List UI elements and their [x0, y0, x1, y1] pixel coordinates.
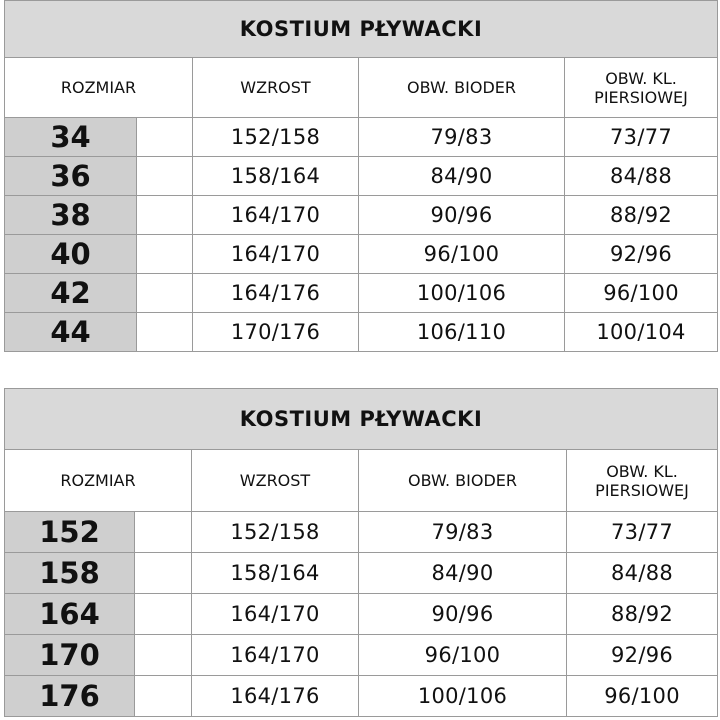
header-hips: OBW. BIODER — [359, 450, 567, 512]
hips-cell: 79/83 — [359, 512, 567, 553]
header-chest-line2: PIERSIOWEJ — [595, 480, 689, 500]
spacer-cell — [137, 235, 193, 274]
chest-cell: 73/77 — [567, 512, 718, 553]
hips-cell: 96/100 — [359, 235, 565, 274]
size-cell: 44 — [5, 313, 137, 352]
size-cell: 34 — [5, 118, 137, 157]
hips-cell: 106/110 — [359, 313, 565, 352]
hips-cell: 96/100 — [359, 635, 567, 676]
spacer-cell — [137, 274, 193, 313]
height-cell: 152/158 — [192, 512, 359, 553]
chest-cell: 96/100 — [565, 274, 718, 313]
header-chest-line2: PIERSIOWEJ — [594, 87, 688, 107]
table-row — [5, 235, 718, 274]
table-row — [5, 512, 718, 553]
size-cell: 42 — [5, 274, 137, 313]
height-cell: 164/170 — [192, 594, 359, 635]
spacer-cell — [137, 196, 193, 235]
table-row — [5, 676, 718, 717]
chest-cell: 84/88 — [567, 553, 718, 594]
size-table-kids — [4, 388, 718, 717]
height-cell: 152/158 — [193, 118, 359, 157]
spacer-cell — [137, 313, 193, 352]
spacer-cell — [137, 157, 193, 196]
chest-cell: 88/92 — [565, 196, 718, 235]
header-chest — [565, 58, 718, 118]
table-row — [5, 553, 718, 594]
size-cell: 164 — [5, 594, 135, 635]
spacer-cell — [135, 676, 192, 717]
table-gap — [0, 358, 720, 388]
height-cell: 158/164 — [193, 157, 359, 196]
header-chest-line1: OBW. KL. — [606, 461, 678, 481]
table-title: KOSTIUM PŁYWACKI — [5, 1, 718, 58]
header-height: WZROST — [192, 450, 359, 512]
spacer-cell — [135, 553, 192, 594]
chest-cell: 92/96 — [565, 235, 718, 274]
table-row — [5, 157, 718, 196]
header-row — [5, 450, 718, 512]
header-height: WZROST — [193, 58, 359, 118]
height-cell: 164/170 — [193, 235, 359, 274]
table-row — [5, 313, 718, 352]
hips-cell: 100/106 — [359, 274, 565, 313]
size-cell: 170 — [5, 635, 135, 676]
hips-cell: 84/90 — [359, 157, 565, 196]
table-row — [5, 635, 718, 676]
hips-cell: 90/96 — [359, 594, 567, 635]
height-cell: 170/176 — [193, 313, 359, 352]
header-chest-line1: OBW. KL. — [605, 68, 677, 88]
chest-cell: 73/77 — [565, 118, 718, 157]
height-cell: 164/170 — [193, 196, 359, 235]
spacer-cell — [135, 512, 192, 553]
header-size: ROZMIAR — [5, 450, 192, 512]
spacer-cell — [135, 594, 192, 635]
spacer-cell — [135, 635, 192, 676]
size-table-adult — [4, 0, 718, 352]
chest-cell: 100/104 — [565, 313, 718, 352]
chest-cell: 88/92 — [567, 594, 718, 635]
header-size: ROZMIAR — [5, 58, 193, 118]
table-title-row — [5, 1, 718, 58]
table-title: KOSTIUM PŁYWACKI — [5, 389, 718, 450]
height-cell: 164/176 — [193, 274, 359, 313]
size-cell: 158 — [5, 553, 135, 594]
hips-cell: 90/96 — [359, 196, 565, 235]
header-row — [5, 58, 718, 118]
size-cell: 38 — [5, 196, 137, 235]
size-cell: 40 — [5, 235, 137, 274]
table-row — [5, 274, 718, 313]
table-row — [5, 196, 718, 235]
spacer-cell — [137, 118, 193, 157]
chest-cell: 84/88 — [565, 157, 718, 196]
size-cell: 152 — [5, 512, 135, 553]
table-row — [5, 118, 718, 157]
size-cell: 176 — [5, 676, 135, 717]
chest-cell: 92/96 — [567, 635, 718, 676]
chest-cell: 96/100 — [567, 676, 718, 717]
height-cell: 158/164 — [192, 553, 359, 594]
header-hips: OBW. BIODER — [359, 58, 565, 118]
hips-cell: 100/106 — [359, 676, 567, 717]
height-cell: 164/170 — [192, 635, 359, 676]
size-cell: 36 — [5, 157, 137, 196]
table-row — [5, 594, 718, 635]
table-title-row — [5, 389, 718, 450]
hips-cell: 79/83 — [359, 118, 565, 157]
height-cell: 164/176 — [192, 676, 359, 717]
header-chest — [567, 450, 718, 512]
hips-cell: 84/90 — [359, 553, 567, 594]
